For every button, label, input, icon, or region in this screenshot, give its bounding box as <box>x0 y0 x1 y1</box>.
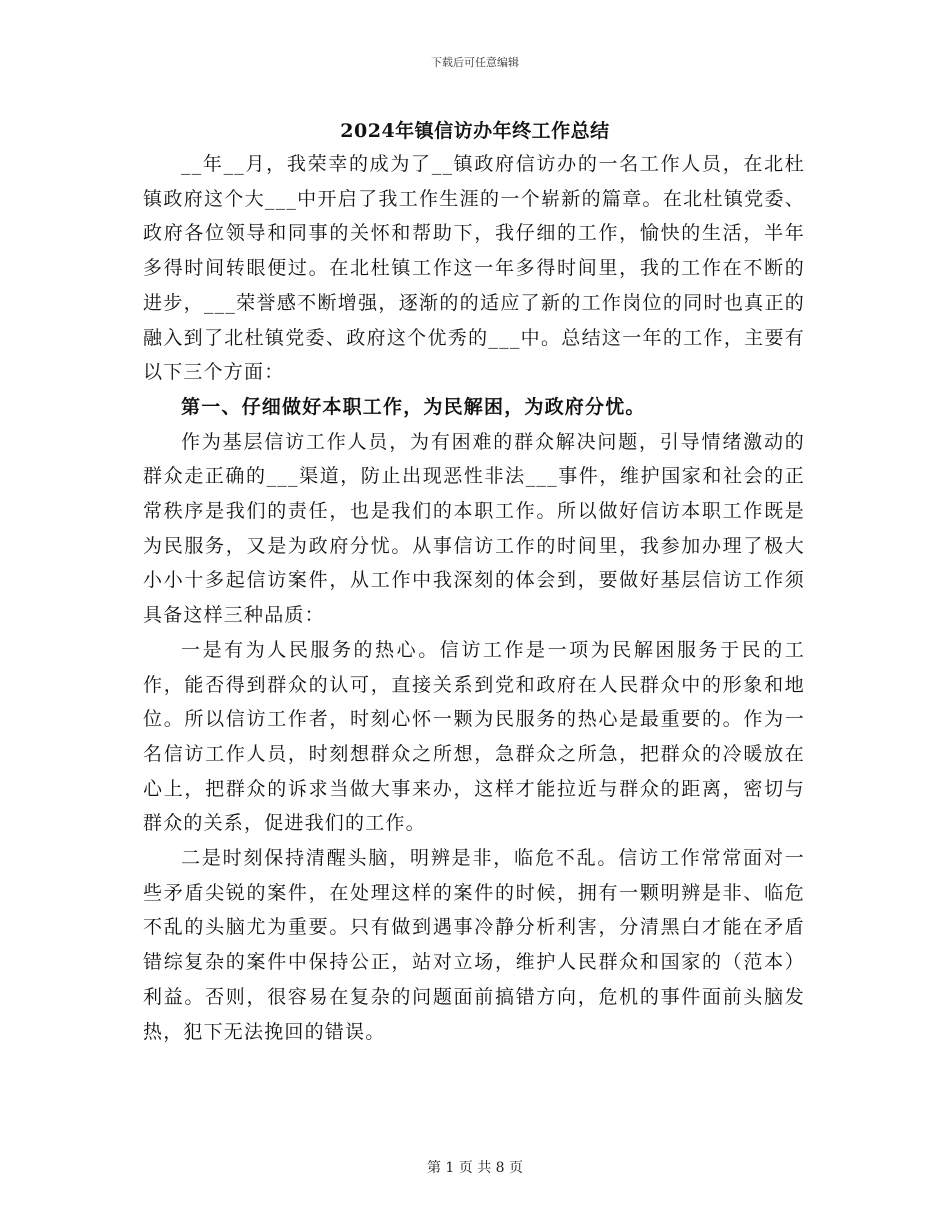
page-header-note: 下载后可任意编辑 <box>431 56 519 69</box>
paragraph-intro: __年__月，我荣幸的成为了__镇政府信访办的一名工作人员，在北杜镇政府这个大___中开启了我工作生涯的一个崭新的篇章。在北杜镇党委、政府各位领导和同事的关怀和帮助下，我仔细的工作，愉快的生活，半年多得时间转眼便过。在北杜镇工作这一年多得时间里，我的工作在不断的进步，___荣誉感不断增强，逐渐的的适应了新的工作岗位的同时也真正的融入到了北杜镇党委、政府这个优秀的___中。总结这一年的工作，主要有以下三个方面： <box>143 153 805 384</box>
document-title: 2024年镇信访办年终工作总结 <box>340 120 610 142</box>
paragraph-section-1: 作为基层信访工作人员，为有困难的群众解决问题，引导情绪激动的群众走正确的___渠道，防止出现恶性非法___事件，维护国家和社会的正常秩序是我们的责任，也是我们的本职工作。所以做好信访本职工作既是为民服务，又是为政府分忧。从事信访工作的时间里，我参加办理了极大小小十多起信访案件，从工作中我深刻的体会到，要做好基层信访工作须具备这样三种品质： <box>143 430 805 627</box>
paragraph-point-1: 一是有为人民服务的热心。信访工作是一项为民解困服务于民的工作，能否得到群众的认可，直接关系到党和政府在人民群众中的形象和地位。所以信访工作者，时刻心怀一颗为民服务的热心是最重要的。作为一名信访工作人员，时刻想群众之所想，急群众之所急，把群众的冷暖放在心上，把群众的诉求当做大事来办，这样才能拉近与群众的距离，密切与群众的关系，促进我们的工作。 <box>143 638 805 835</box>
section-heading-1: 第一、仔细做好本职工作，为民解困，为政府分忧。 <box>181 395 646 418</box>
document-body <box>143 147 805 1049</box>
paragraph-point-2: 二是时刻保持清醒头脑，明辨是非，临危不乱。信访工作常常面对一些矛盾尖锐的案件，在处理这样的案件的时候，拥有一颗明辨是非、临危不乱的头脑尤为重要。只有做到遇事冷静分析利害，分清黑白才能在矛盾错综复杂的案件中保持公正，站对立场，维护人民群众和国家的（范本）利益。否则，很容易在复杂的问题面前搞错方向，危机的事件面前头脑发热，犯下无法挽回的错误。 <box>143 847 805 1043</box>
page-number: 第 1 页 共 8 页 <box>426 1160 524 1176</box>
